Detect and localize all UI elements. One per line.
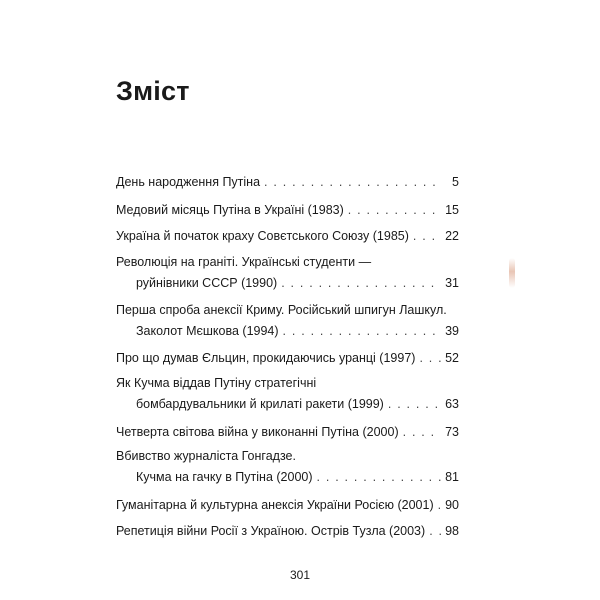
- toc-entry-page: 81: [445, 470, 459, 484]
- dot-leader: [413, 226, 441, 247]
- toc-entry-page: 5: [452, 175, 459, 189]
- toc-entry-page: 63: [445, 397, 459, 411]
- dot-leader: [438, 495, 441, 516]
- toc-entry-page: 52: [445, 351, 459, 365]
- toc-entry-page: 22: [445, 229, 459, 243]
- dot-leader: [264, 172, 441, 193]
- toc-entry: [116, 300, 459, 342]
- toc-entry-page: 31: [445, 276, 459, 290]
- toc-entry-title-line1: Революція на граніті. Українські студенти —: [116, 255, 372, 269]
- dot-leader: [348, 200, 441, 221]
- toc-entry-page: 73: [445, 425, 459, 439]
- toc-entry: [116, 521, 459, 542]
- toc-entry-page: 15: [445, 203, 459, 217]
- dot-leader: [317, 467, 441, 488]
- toc-entry-title: Про що думав Єльцин, прокидаючись уранці (1997): [116, 351, 416, 365]
- toc-entry-title-line1: Перша спроба анексії Криму. Російський шпигун Лашкул.: [116, 303, 447, 317]
- toc-entry-page: 39: [445, 324, 459, 338]
- paper-mark: [509, 258, 515, 288]
- dot-leader: [388, 394, 441, 415]
- toc-entry-title-line2: руйнівники СССР (1990): [136, 276, 278, 290]
- toc-entry: [116, 373, 459, 415]
- dot-leader: [283, 321, 441, 342]
- toc-entry: [116, 226, 459, 247]
- toc-entry-title: Медовий місяць Путіна в Україні (1983): [116, 203, 344, 217]
- dot-leader: [403, 422, 441, 443]
- toc-entry: [116, 422, 459, 443]
- toc-entry-title: Гуманітарна й культурна анексія України Росією (2001): [116, 498, 434, 512]
- toc-entry-title-line2: бомбардувальники й крилаті ракети (1999): [136, 397, 384, 411]
- toc-entry-title-line2: Кучма на гачку в Путіна (2000): [136, 470, 313, 484]
- toc-entry-title-line2: Заколот Мєшкова (1994): [136, 324, 279, 338]
- toc-entry-title: Четверта світова війна у виконанні Путіна (2000): [116, 425, 399, 439]
- toc-entry-title: Україна й початок краху Совєтського Союзу (1985): [116, 229, 409, 243]
- toc-entry: [116, 446, 459, 488]
- toc-entry: [116, 348, 459, 369]
- page-title: Зміст: [116, 76, 190, 106]
- page-number: 301: [289, 568, 311, 582]
- dot-leader: [419, 348, 441, 369]
- toc-entry: [116, 200, 459, 221]
- toc-entry-title-line1: Як Кучма віддав Путіну стратегічні: [116, 376, 317, 390]
- toc-entry-page: 98: [445, 524, 459, 538]
- toc-entry: [116, 495, 459, 516]
- dot-leader: [429, 521, 441, 542]
- toc-entry-title-line1: Вбивство журналіста Гонгадзе.: [116, 449, 296, 463]
- dot-leader: [281, 273, 441, 294]
- toc-entry-title: Репетиція війни Росії з Україною. Острів Тузла (2003): [116, 524, 426, 538]
- toc-entry-page: 90: [445, 498, 459, 512]
- toc-entry: [116, 172, 459, 193]
- toc-entry-title: День народження Путіна: [116, 175, 261, 189]
- toc-entry: [116, 252, 459, 294]
